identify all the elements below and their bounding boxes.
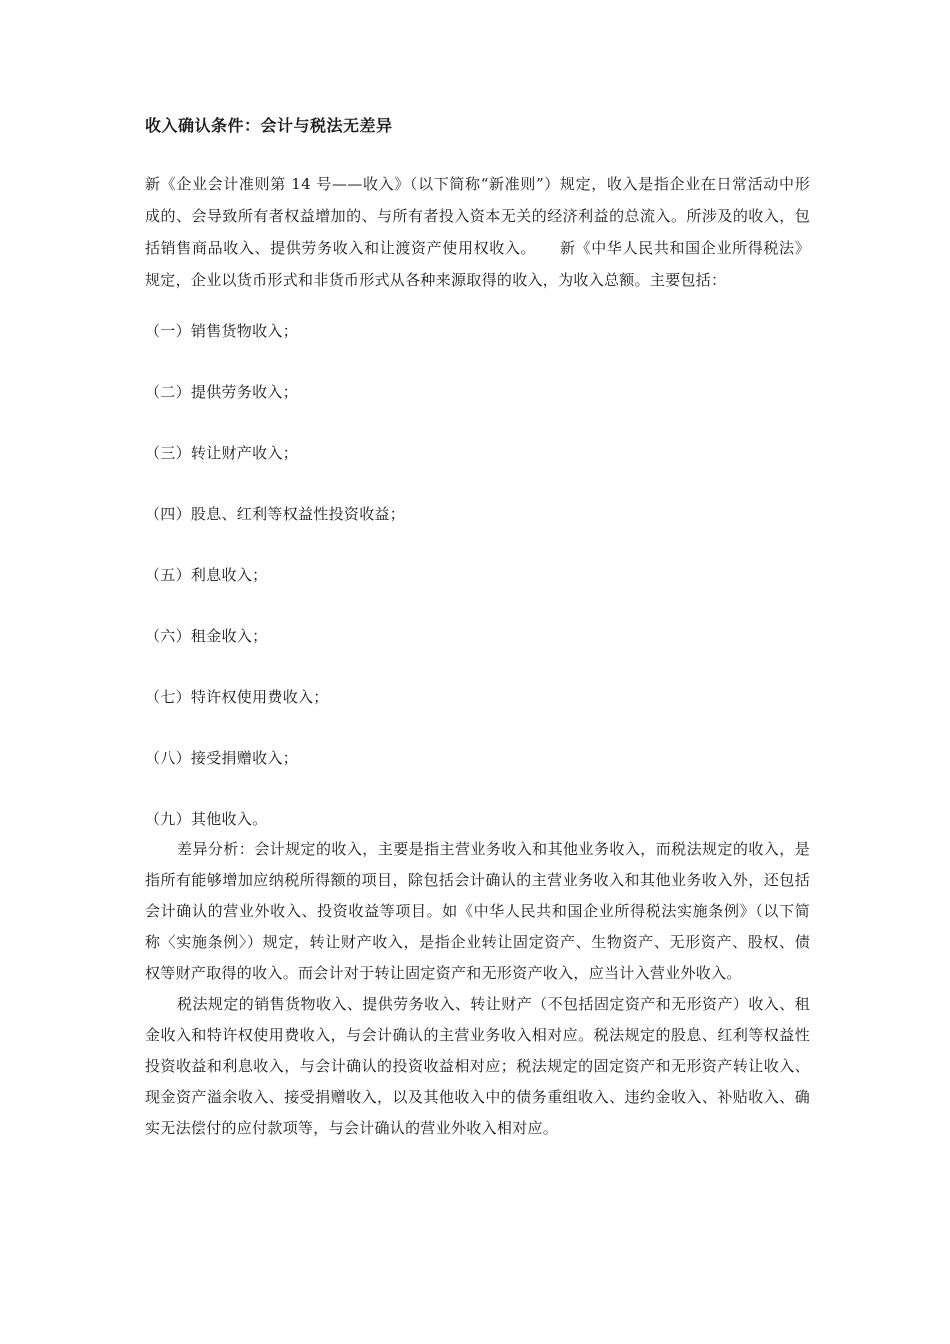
- list-item: （四）股息、红利等权益性投资收益；: [145, 505, 406, 523]
- list-item: （八）接受捐赠收入；: [145, 749, 299, 767]
- document-title: 收入确认条件：会计与税法无差异: [145, 116, 393, 135]
- analysis-paragraph-2: 税法规定的销售货物收入、提供劳务收入、转让财产（不包括固定资产和无形资产）收入、租金收入和特许权使用费收入，与会计确认的主营业务收入相对应。税法规定的股息、红利等权益性投资收益和利息收入，与会计确认的投资收益相对应；税法规定的固定资产和无形资产转让收入、现金资产溢余收入、接受捐赠收入，以及其他收入中的债务重组收入、违约金收入、补贴收入、确实无法偿付的应付款项等，与会计确认的营业外收入相对应。: [145, 995, 810, 1137]
- list-item: （七）特许权使用费收入；: [145, 688, 329, 706]
- list-item: （六）租金收入；: [145, 627, 268, 645]
- analysis-paragraph-1: 差异分析：会计规定的收入，主要是指主营业务收入和其他业务收入，而税法规定的收入，是指所有能够增加应纳税所得额的项目，除包括会计确认的主营业务收入和其他业务收入外，还包括会计确认的营业外收入、投资收益等项目。如《中华人民共和国企业所得税法实施条例》（以下简称〈实施条例〉）规定，转让财产收入，是指企业转让固定资产、生物资产、无形资产、股权、债权等财产取得的收入。而会计对于转让固定资产和无形资产收入，应当计入营业外收入。: [145, 840, 810, 982]
- list-item: （二）提供劳务收入；: [145, 383, 299, 401]
- list-item: （三）转让财产收入；: [145, 444, 299, 462]
- document-page: [145, 112, 810, 1144]
- list-item: （一）销售货物收入；: [145, 322, 299, 340]
- income-items-list: [145, 316, 810, 834]
- list-item: （九）其他收入。: [145, 810, 268, 828]
- intro-paragraph: 新《企业会计准则第 14 号——收入》（以下简称“新准则”）规定，收入是指企业在日常活动中形成的、会导致所有者权益增加的、与所有者投入资本无关的经济利益的总流入。所涉及的收入，包括销售商品收入、提供劳务收入和让渡资产使用权收入。 新《中华人民共和国企业所得税法》规定，企业以货币形式和非货币形式从各种来源取得的收入，为收入总额。主要包括：: [145, 175, 810, 289]
- list-item: （五）利息收入；: [145, 566, 268, 584]
